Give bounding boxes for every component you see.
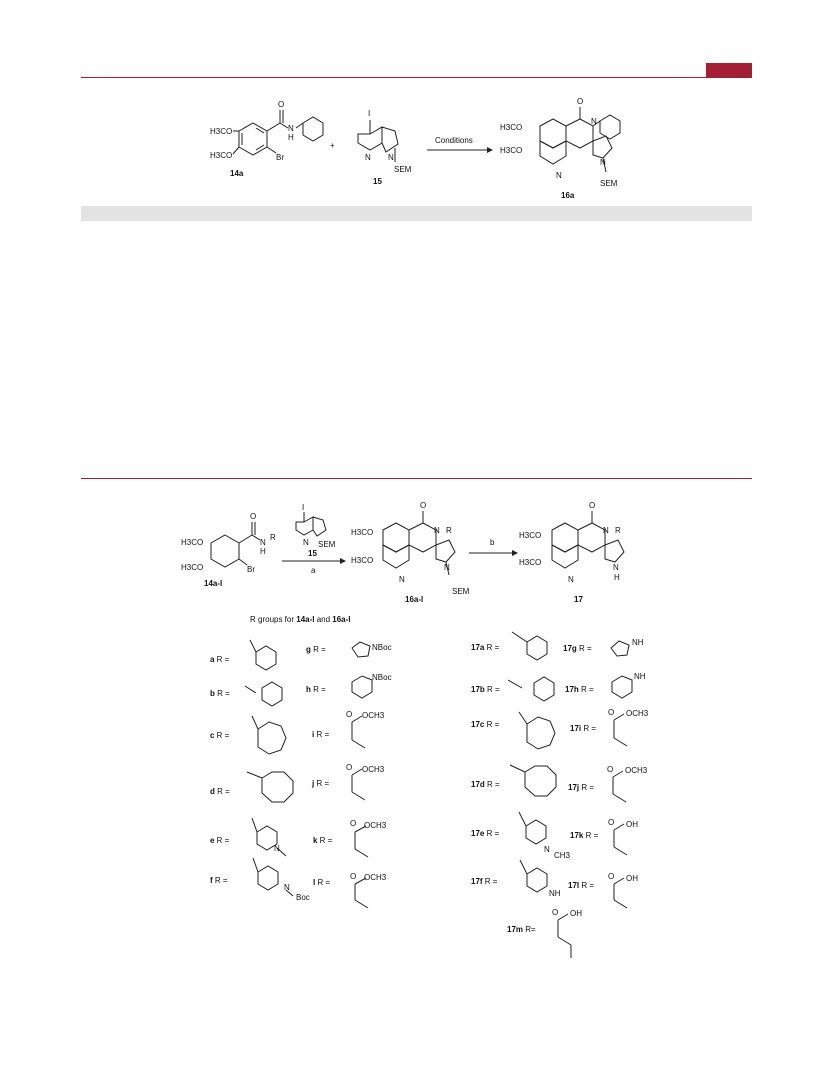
svg-text:17g R = [563, 644, 592, 653]
rg-l-suffix: R = [315, 878, 331, 887]
s1p-sem: SEM [600, 179, 618, 188]
rg-g-suffix: R = [310, 645, 326, 654]
s2i-o: O [420, 501, 427, 510]
s2f-sub2: H3CO [519, 558, 542, 567]
rg-g-letter: g [306, 645, 311, 654]
rgroup-17c [471, 712, 555, 749]
s2i-sub1: H3CO [351, 528, 374, 537]
rgroup-a [210, 640, 276, 670]
s1b-n1: N [365, 153, 371, 162]
s2f-n: N [603, 526, 609, 535]
rg-17i-tag: OCH3 [626, 709, 649, 718]
rgroup-17d [471, 765, 556, 796]
rg-17k-tag: OH [626, 820, 638, 829]
s2r-n: N [303, 538, 309, 547]
rgroup-17f [471, 860, 561, 898]
rg-17g-tag: NH [632, 638, 644, 647]
rgroup-l [313, 872, 387, 908]
rgroups-title-prefix: R groups for [250, 615, 297, 624]
rg-e-letter: e [210, 836, 215, 845]
rg-17l-suffix: R = [579, 881, 595, 890]
svg-text:17e R = [471, 829, 500, 838]
svg-text:17l R = [568, 881, 594, 890]
rgroup-h [306, 673, 392, 698]
s1b-n2: N [388, 153, 394, 162]
s2s-o: O [250, 512, 257, 521]
s2i-n: N [434, 526, 440, 535]
rg-a-suffix: R = [214, 655, 230, 664]
rgroup-17l [568, 872, 638, 908]
s2f-sub1: H3CO [519, 531, 542, 540]
rg-l-letter: l [313, 878, 316, 887]
rg-17f-letter: 17f [471, 877, 483, 886]
rg-e-suffix: R = [214, 836, 230, 845]
rg-g-tag: NBoc [372, 643, 392, 652]
rg-17m-tag: OH [570, 909, 582, 918]
s2r-sem: SEM [318, 540, 336, 549]
rg-17c-suffix: R = [484, 720, 500, 729]
svg-text:17h R = [565, 685, 594, 694]
s1p-n3: N [600, 158, 606, 167]
rg-17h-letter: 17h [565, 685, 579, 694]
rg-17a-letter: 17a [471, 643, 485, 652]
s2f-n2: N [568, 575, 574, 584]
rgroup-17m [507, 908, 582, 958]
rg-17g-suffix: R = [576, 644, 592, 653]
rgroups-title-a: 14a-l [296, 615, 315, 624]
svg-text:17b R = [471, 685, 500, 694]
rg-j-o: O [346, 763, 353, 772]
svg-text:17f R = [471, 877, 498, 886]
svg-text:f R = [210, 876, 228, 885]
rg-17l-o: O [608, 872, 615, 881]
s1p-n2: N [556, 171, 562, 180]
s2s-h: H [260, 547, 266, 556]
rg-h-letter: h [306, 685, 311, 694]
rg-k-letter: k [313, 836, 318, 845]
s1a-br: Br [276, 153, 284, 162]
s2-arrow-b: b [490, 538, 495, 547]
rg-e-n: N [274, 844, 280, 853]
rg-17m-letter: 17m [507, 925, 524, 934]
rg-b-suffix: R = [214, 689, 230, 698]
scheme1-reactant-b [358, 109, 412, 186]
rg-17e-ch3: CH3 [554, 851, 571, 860]
rg-17e-n: N [544, 845, 550, 854]
rg-l-tag: OCH3 [364, 873, 387, 882]
rg-17k-o: O [608, 818, 615, 827]
s1a-sub2: H3CO [210, 151, 233, 160]
rg-17k-letter: 17k [570, 831, 584, 840]
rg-f-suffix: R = [212, 876, 228, 885]
s2i-r: R [446, 526, 452, 535]
rg-l-o: O [350, 872, 357, 881]
rgroup-17g [563, 638, 644, 656]
rg-17e-letter: 17e [471, 829, 485, 838]
rg-17d-suffix: R = [484, 780, 500, 789]
svg-text:17a R = [471, 643, 500, 652]
svg-text:c R = [210, 731, 230, 740]
rg-f-letter: f [210, 876, 213, 885]
rg-j-tag: OCH3 [362, 765, 385, 774]
scheme2-reagent [296, 503, 336, 558]
rg-i-letter: i [312, 730, 315, 739]
rg-d-suffix: R = [214, 787, 230, 796]
rg-17k-suffix: R = [583, 831, 599, 840]
svg-text:17j R = [568, 783, 594, 792]
s1a-h: H [288, 133, 294, 142]
rg-i-suffix: R = [314, 730, 330, 739]
svg-text:j R = [311, 779, 329, 788]
svg-text:17c R = [471, 720, 500, 729]
s1a-label: 14a [230, 169, 244, 178]
s1p-n: N [591, 117, 597, 126]
s2i-n3: N [444, 563, 450, 572]
scheme2-start [181, 512, 276, 588]
svg-text:b R = [210, 689, 230, 698]
svg-text:l R = [313, 878, 330, 887]
s1p-sub2: H3CO [500, 146, 523, 155]
s2r-label: 15 [308, 549, 317, 558]
svg-text:e R = [210, 836, 230, 845]
s1-plus: + [330, 141, 335, 150]
rg-17e-suffix: R = [484, 829, 500, 838]
rg-17b-letter: 17b [471, 685, 485, 694]
scheme1-product [500, 97, 620, 200]
s1p-label: 16a [561, 191, 575, 200]
s2r-i: I [302, 503, 305, 512]
rg-a-letter: a [210, 655, 215, 664]
rg-17j-letter: 17j [568, 783, 580, 792]
rg-17c-letter: 17c [471, 720, 485, 729]
rgroup-17i [570, 708, 649, 746]
s1b-i: I [368, 109, 371, 118]
rgroup-j [311, 763, 385, 800]
s2i-sub2: H3CO [351, 556, 374, 565]
svg-text:17m R= [507, 925, 536, 934]
rg-17b-suffix: R = [484, 685, 500, 694]
rgroup-e [210, 818, 286, 856]
s2f-h: H [614, 573, 620, 582]
svg-text:i R = [312, 730, 329, 739]
rg-d-letter: d [210, 787, 215, 796]
rg-k-tag: OCH3 [364, 821, 387, 830]
rg-b-letter: b [210, 689, 215, 698]
rgroups-title-and: and [314, 615, 333, 624]
s1a-sub1: H3CO [210, 127, 233, 136]
s2f-label: 17 [574, 595, 583, 604]
rg-h-tag: NBoc [372, 673, 392, 682]
rg-17d-letter: 17d [471, 780, 485, 789]
s1b-sem: SEM [394, 165, 412, 174]
s2s-label: 14a-l [204, 579, 223, 588]
rgroup-k [313, 819, 387, 857]
svg-text:k R = [313, 836, 333, 845]
s1p-o: O [577, 97, 584, 106]
svg-text:17k R = [570, 831, 599, 840]
s2s-n: N [260, 538, 266, 547]
rgroup-d [210, 772, 293, 802]
rg-17l-letter: 17l [568, 881, 580, 890]
rg-c-suffix: R = [214, 731, 230, 740]
s2s-sub1: H3CO [181, 538, 204, 547]
scheme1-arrow [427, 136, 493, 153]
rg-f-n: N [284, 883, 290, 892]
scheme1-reactant-a [210, 100, 323, 178]
rg-i-tag: OCH3 [362, 711, 385, 720]
rg-17m-suffix: R= [523, 925, 536, 934]
s1-arrow-label: Conditions [435, 136, 473, 145]
rg-j-suffix: R = [314, 779, 330, 788]
rgroups-title-b: 16a-l [332, 615, 351, 624]
svg-text:17d R = [471, 780, 500, 789]
rgroup-17k [570, 818, 638, 855]
rgroup-17j [568, 765, 648, 802]
s2s-br: Br [247, 565, 255, 574]
rg-17i-o: O [608, 708, 615, 717]
rg-17a-suffix: R = [484, 643, 500, 652]
s2i-n2: N [399, 575, 405, 584]
svg-text:a R = [210, 655, 230, 664]
s1a-o: O [278, 100, 285, 109]
rgroup-g [306, 642, 392, 657]
rg-c-letter: c [210, 731, 215, 740]
s1p-sub1: H3CO [500, 123, 523, 132]
s2s-r: R [270, 533, 276, 542]
scheme2-arrow-a [282, 558, 346, 575]
rgroup-17a [471, 632, 547, 660]
rg-17j-o: O [607, 765, 614, 774]
rg-17f-nh: NH [549, 889, 561, 898]
rg-17i-suffix: R = [581, 724, 597, 733]
rg-17j-tag: OCH3 [625, 766, 648, 775]
rg-17m-o: O [552, 908, 559, 917]
rg-j-letter: j [312, 779, 315, 788]
rg-17h-tag: NH [634, 672, 646, 681]
scheme2-arrow-b [469, 538, 518, 556]
rgroup-i [312, 710, 385, 748]
rgroup-17b [471, 677, 554, 701]
rgroup-b [210, 682, 282, 706]
s2i-sem: SEM [452, 587, 470, 596]
rgroup-c [210, 716, 286, 754]
rg-17j-suffix: R = [579, 783, 595, 792]
rgroup-f [210, 858, 310, 902]
rg-f-boc: Boc [296, 893, 310, 902]
rg-h-suffix: R = [310, 685, 326, 694]
scheme2-final [519, 501, 624, 604]
svg-text:g R = [306, 645, 326, 654]
s1a-n: N [288, 124, 294, 133]
s2i-label: 16a-l [405, 595, 424, 604]
rgroup-17e [471, 812, 571, 860]
rg-17f-suffix: R = [482, 877, 498, 886]
rg-k-suffix: R = [317, 836, 333, 845]
rgroup-17h [565, 672, 646, 698]
s1b-label: 15 [373, 177, 382, 186]
svg-text:d R = [210, 787, 230, 796]
svg-text:h R = [306, 685, 326, 694]
rg-17l-tag: OH [626, 874, 638, 883]
rg-17i-letter: 17i [570, 724, 582, 733]
s2s-sub2: H3CO [181, 563, 204, 572]
s2f-o: O [589, 501, 596, 510]
rg-k-o: O [350, 819, 357, 828]
scheme2-intermediate [351, 501, 470, 604]
s2f-r: R [615, 526, 621, 535]
rgroups-title [250, 615, 351, 624]
s2-arrow-a: a [311, 566, 316, 575]
rg-i-o: O [346, 710, 353, 719]
s2f-n3: N [613, 563, 619, 572]
rg-17g-letter: 17g [563, 644, 577, 653]
svg-text:17i R = [570, 724, 596, 733]
rg-17h-suffix: R = [578, 685, 594, 694]
